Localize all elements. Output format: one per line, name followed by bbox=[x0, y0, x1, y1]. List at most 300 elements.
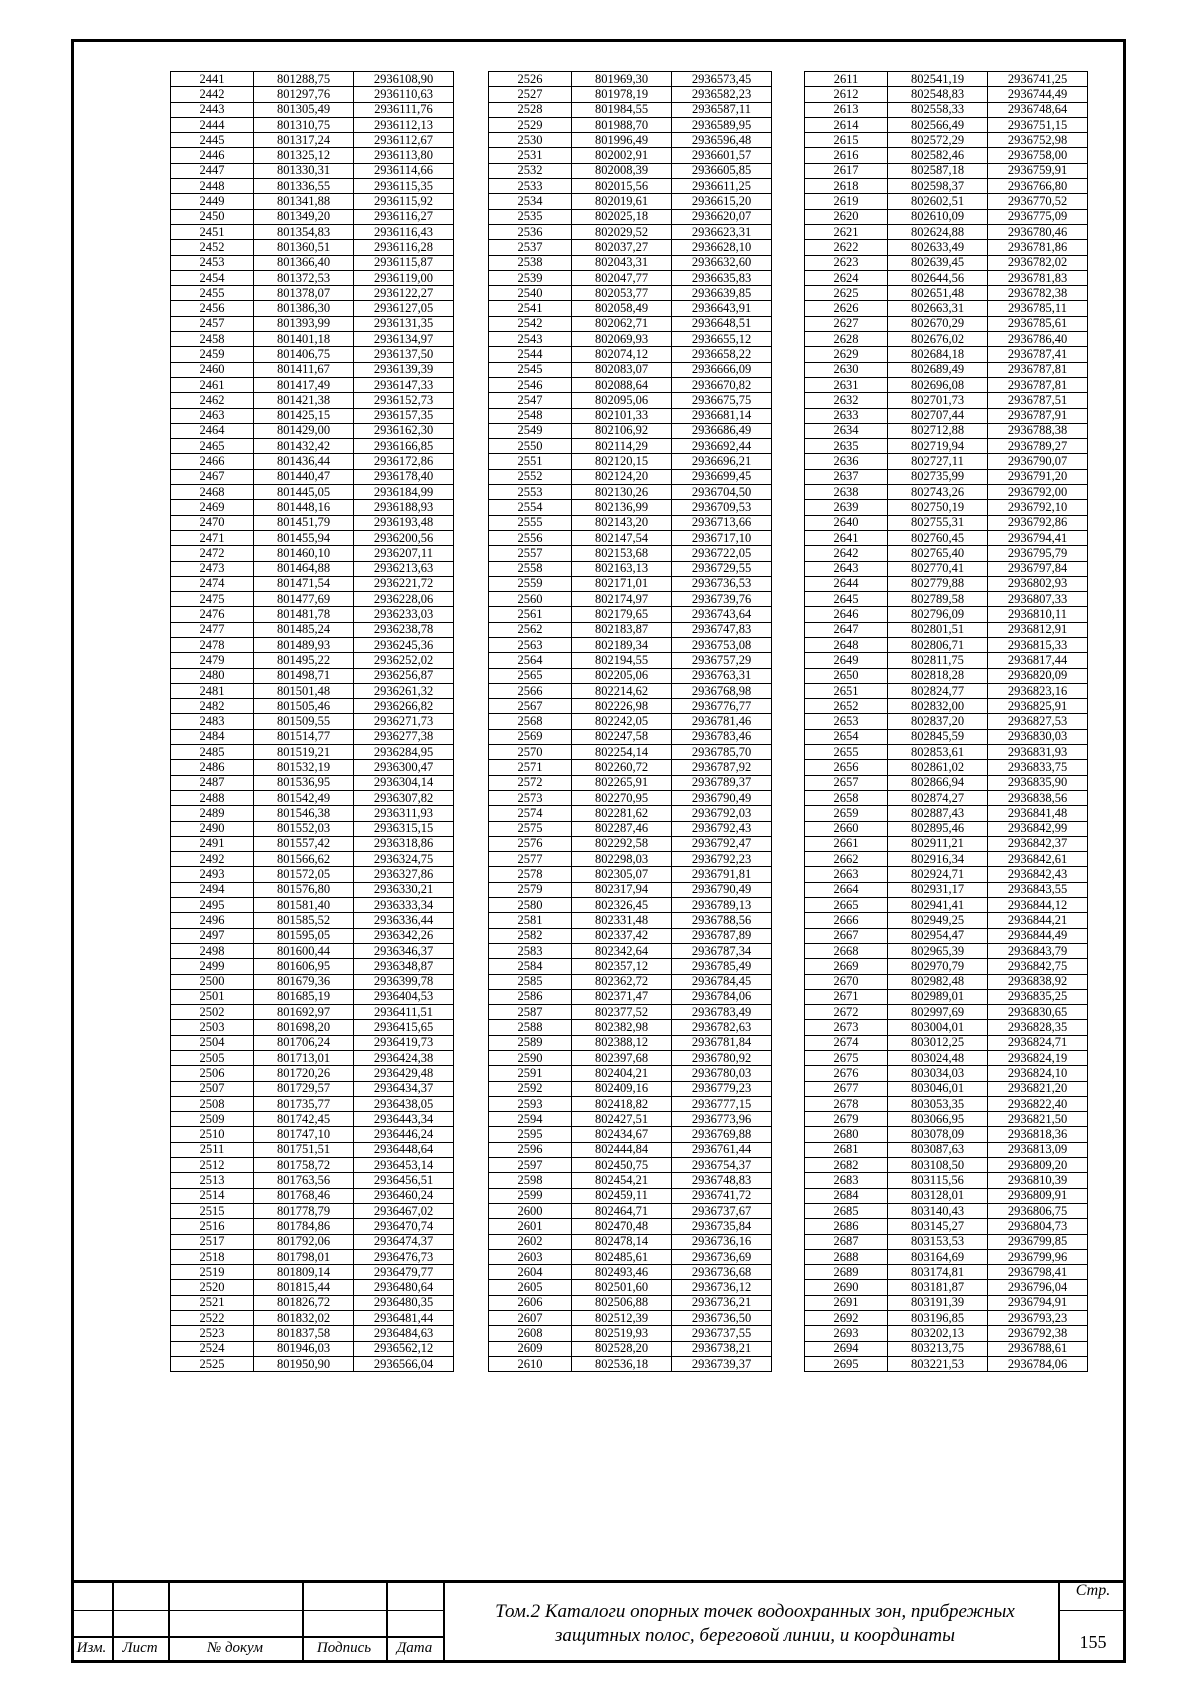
y-coordinate: 2936643,91 bbox=[672, 301, 772, 316]
point-number: 2669 bbox=[805, 959, 888, 974]
point-number: 2547 bbox=[489, 393, 572, 408]
x-coordinate: 802853,61 bbox=[888, 745, 988, 760]
point-number: 2641 bbox=[805, 530, 888, 545]
table-row bbox=[805, 255, 1088, 270]
point-number: 2595 bbox=[489, 1127, 572, 1142]
y-coordinate: 2936252,02 bbox=[354, 653, 454, 668]
point-number: 2592 bbox=[489, 1081, 572, 1096]
y-coordinate: 2936221,72 bbox=[354, 576, 454, 591]
point-number: 2638 bbox=[805, 485, 888, 500]
x-coordinate: 802965,39 bbox=[888, 943, 988, 958]
x-coordinate: 802566,49 bbox=[888, 117, 988, 132]
point-number: 2654 bbox=[805, 729, 888, 744]
y-coordinate: 2936820,09 bbox=[988, 668, 1088, 683]
table-row bbox=[805, 87, 1088, 102]
table-row bbox=[171, 959, 454, 974]
document-title: Том.2 Каталоги опорных точек водоохранных зон, прибрежных защитных полос, береговой линии, и координаты bbox=[495, 1601, 1015, 1646]
x-coordinate: 801768,46 bbox=[254, 1188, 354, 1203]
x-coordinate: 801477,69 bbox=[254, 592, 354, 607]
x-coordinate: 802895,46 bbox=[888, 821, 988, 836]
x-coordinate: 801595,05 bbox=[254, 928, 354, 943]
x-coordinate: 801432,42 bbox=[254, 439, 354, 454]
table-row bbox=[171, 1326, 454, 1341]
x-coordinate: 801436,44 bbox=[254, 454, 354, 469]
table-row bbox=[171, 775, 454, 790]
y-coordinate: 2936842,37 bbox=[988, 836, 1088, 851]
table-row bbox=[171, 270, 454, 285]
x-coordinate: 802796,09 bbox=[888, 607, 988, 622]
x-coordinate: 801509,55 bbox=[254, 714, 354, 729]
table-row bbox=[171, 1173, 454, 1188]
table-row bbox=[171, 1265, 454, 1280]
point-number: 2548 bbox=[489, 408, 572, 423]
point-number: 2675 bbox=[805, 1051, 888, 1066]
y-coordinate: 2936736,69 bbox=[672, 1249, 772, 1264]
point-number: 2492 bbox=[171, 852, 254, 867]
y-coordinate: 2936827,53 bbox=[988, 714, 1088, 729]
table-row bbox=[805, 745, 1088, 760]
table-row bbox=[489, 117, 772, 132]
point-number: 2533 bbox=[489, 179, 572, 194]
table-row bbox=[489, 454, 772, 469]
x-coordinate: 802755,31 bbox=[888, 515, 988, 530]
y-coordinate: 2936783,46 bbox=[672, 729, 772, 744]
table-row bbox=[489, 515, 772, 530]
point-number: 2501 bbox=[171, 989, 254, 1004]
x-coordinate: 802130,26 bbox=[572, 485, 672, 500]
table-row bbox=[489, 530, 772, 545]
table-row bbox=[489, 102, 772, 117]
y-coordinate: 2936779,23 bbox=[672, 1081, 772, 1096]
point-number: 2590 bbox=[489, 1051, 572, 1066]
table-row bbox=[805, 882, 1088, 897]
x-coordinate: 801501,48 bbox=[254, 683, 354, 698]
y-coordinate: 2936769,88 bbox=[672, 1127, 772, 1142]
point-number: 2500 bbox=[171, 974, 254, 989]
y-coordinate: 2936828,35 bbox=[988, 1020, 1088, 1035]
y-coordinate: 2936787,91 bbox=[988, 408, 1088, 423]
table-row bbox=[171, 1142, 454, 1157]
x-coordinate: 802074,12 bbox=[572, 347, 672, 362]
table-row bbox=[171, 286, 454, 301]
y-coordinate: 2936787,92 bbox=[672, 760, 772, 775]
y-coordinate: 2936172,86 bbox=[354, 454, 454, 469]
y-coordinate: 2936794,91 bbox=[988, 1295, 1088, 1310]
point-number: 2527 bbox=[489, 87, 572, 102]
x-coordinate: 801798,01 bbox=[254, 1249, 354, 1264]
x-coordinate: 801557,42 bbox=[254, 836, 354, 851]
x-coordinate: 802120,15 bbox=[572, 454, 672, 469]
point-number: 2558 bbox=[489, 561, 572, 576]
y-coordinate: 2936807,33 bbox=[988, 592, 1088, 607]
table-row bbox=[489, 209, 772, 224]
y-coordinate: 2936844,49 bbox=[988, 928, 1088, 943]
table-row bbox=[805, 1265, 1088, 1280]
point-number: 2598 bbox=[489, 1173, 572, 1188]
x-coordinate: 801349,20 bbox=[254, 209, 354, 224]
point-number: 2555 bbox=[489, 515, 572, 530]
table-row bbox=[489, 1356, 772, 1371]
y-coordinate: 2936790,49 bbox=[672, 882, 772, 897]
table-row bbox=[489, 1311, 772, 1326]
y-coordinate: 2936813,09 bbox=[988, 1142, 1088, 1157]
y-coordinate: 2936415,65 bbox=[354, 1020, 454, 1035]
x-coordinate: 801984,55 bbox=[572, 102, 672, 117]
point-number: 2660 bbox=[805, 821, 888, 836]
x-coordinate: 801425,15 bbox=[254, 408, 354, 423]
table-row bbox=[489, 332, 772, 347]
x-coordinate: 802989,01 bbox=[888, 989, 988, 1004]
y-coordinate: 2936838,56 bbox=[988, 790, 1088, 805]
y-coordinate: 2936443,34 bbox=[354, 1112, 454, 1127]
x-coordinate: 802651,48 bbox=[888, 286, 988, 301]
x-coordinate: 802298,03 bbox=[572, 852, 672, 867]
x-coordinate: 802760,45 bbox=[888, 530, 988, 545]
table-row bbox=[805, 775, 1088, 790]
y-coordinate: 2936238,78 bbox=[354, 622, 454, 637]
table-row bbox=[489, 485, 772, 500]
table-row bbox=[489, 408, 772, 423]
table-row bbox=[489, 301, 772, 316]
y-coordinate: 2936792,03 bbox=[672, 806, 772, 821]
table-row bbox=[805, 209, 1088, 224]
x-coordinate: 801445,05 bbox=[254, 485, 354, 500]
point-number: 2546 bbox=[489, 377, 572, 392]
x-coordinate: 802719,94 bbox=[888, 439, 988, 454]
y-coordinate: 2936453,14 bbox=[354, 1158, 454, 1173]
x-coordinate: 802837,20 bbox=[888, 714, 988, 729]
table-row bbox=[489, 561, 772, 576]
table-row bbox=[805, 286, 1088, 301]
x-coordinate: 802265,91 bbox=[572, 775, 672, 790]
table-row bbox=[489, 1326, 772, 1341]
x-coordinate: 801720,26 bbox=[254, 1066, 354, 1081]
point-number: 2650 bbox=[805, 668, 888, 683]
point-number: 2535 bbox=[489, 209, 572, 224]
table-row bbox=[805, 729, 1088, 744]
point-number: 2488 bbox=[171, 790, 254, 805]
x-coordinate: 802362,72 bbox=[572, 974, 672, 989]
table-row bbox=[489, 1341, 772, 1356]
point-number: 2679 bbox=[805, 1112, 888, 1127]
table-row bbox=[171, 1311, 454, 1326]
x-coordinate: 803174,81 bbox=[888, 1265, 988, 1280]
table-row bbox=[171, 607, 454, 622]
point-number: 2502 bbox=[171, 1005, 254, 1020]
x-coordinate: 802676,02 bbox=[888, 332, 988, 347]
y-coordinate: 2936277,38 bbox=[354, 729, 454, 744]
y-coordinate: 2936446,24 bbox=[354, 1127, 454, 1142]
x-coordinate: 802911,21 bbox=[888, 836, 988, 851]
table-row bbox=[171, 989, 454, 1004]
x-coordinate: 803128,01 bbox=[888, 1188, 988, 1203]
y-coordinate: 2936692,44 bbox=[672, 439, 772, 454]
x-coordinate: 802866,94 bbox=[888, 775, 988, 790]
table-row bbox=[489, 821, 772, 836]
x-coordinate: 801360,51 bbox=[254, 240, 354, 255]
x-coordinate: 802811,75 bbox=[888, 653, 988, 668]
x-coordinate: 802832,00 bbox=[888, 699, 988, 714]
y-coordinate: 2936798,41 bbox=[988, 1265, 1088, 1280]
y-coordinate: 2936601,57 bbox=[672, 148, 772, 163]
y-coordinate: 2936131,35 bbox=[354, 316, 454, 331]
table-row bbox=[805, 668, 1088, 683]
point-number: 2683 bbox=[805, 1173, 888, 1188]
point-number: 2632 bbox=[805, 393, 888, 408]
x-coordinate: 802015,56 bbox=[572, 179, 672, 194]
point-number: 2667 bbox=[805, 928, 888, 943]
point-number: 2449 bbox=[171, 194, 254, 209]
x-coordinate: 802464,71 bbox=[572, 1203, 672, 1218]
x-coordinate: 801336,55 bbox=[254, 179, 354, 194]
point-number: 2668 bbox=[805, 943, 888, 958]
point-number: 2478 bbox=[171, 637, 254, 652]
x-coordinate: 802633,49 bbox=[888, 240, 988, 255]
x-coordinate: 802101,33 bbox=[572, 408, 672, 423]
table-row bbox=[805, 224, 1088, 239]
point-number: 2612 bbox=[805, 87, 888, 102]
y-coordinate: 2936743,64 bbox=[672, 607, 772, 622]
y-coordinate: 2936822,40 bbox=[988, 1096, 1088, 1111]
y-coordinate: 2936704,50 bbox=[672, 485, 772, 500]
point-number: 2553 bbox=[489, 485, 572, 500]
table-row bbox=[805, 790, 1088, 805]
y-coordinate: 2936467,02 bbox=[354, 1203, 454, 1218]
table-row bbox=[171, 469, 454, 484]
point-number: 2602 bbox=[489, 1234, 572, 1249]
y-coordinate: 2936821,50 bbox=[988, 1112, 1088, 1127]
table-row bbox=[805, 179, 1088, 194]
x-coordinate: 801815,44 bbox=[254, 1280, 354, 1295]
x-coordinate: 802582,46 bbox=[888, 148, 988, 163]
table-row bbox=[489, 1051, 772, 1066]
point-number: 2470 bbox=[171, 515, 254, 530]
x-coordinate: 801448,16 bbox=[254, 500, 354, 515]
x-coordinate: 801417,49 bbox=[254, 377, 354, 392]
x-coordinate: 802226,98 bbox=[572, 699, 672, 714]
point-number: 2594 bbox=[489, 1112, 572, 1127]
point-number: 2577 bbox=[489, 852, 572, 867]
point-number: 2521 bbox=[171, 1295, 254, 1310]
point-number: 2498 bbox=[171, 943, 254, 958]
table-row bbox=[805, 102, 1088, 117]
x-coordinate: 802342,64 bbox=[572, 943, 672, 958]
y-coordinate: 2936763,31 bbox=[672, 668, 772, 683]
point-number: 2672 bbox=[805, 1005, 888, 1020]
point-number: 2508 bbox=[171, 1096, 254, 1111]
x-coordinate: 802382,98 bbox=[572, 1020, 672, 1035]
point-number: 2551 bbox=[489, 454, 572, 469]
table-row bbox=[171, 546, 454, 561]
y-coordinate: 2936758,00 bbox=[988, 148, 1088, 163]
y-coordinate: 2936484,63 bbox=[354, 1326, 454, 1341]
y-coordinate: 2936573,45 bbox=[672, 72, 772, 87]
y-coordinate: 2936781,86 bbox=[988, 240, 1088, 255]
y-coordinate: 2936266,82 bbox=[354, 699, 454, 714]
x-coordinate: 802450,75 bbox=[572, 1158, 672, 1173]
table-row bbox=[489, 546, 772, 561]
x-coordinate: 801552,03 bbox=[254, 821, 354, 836]
point-number: 2505 bbox=[171, 1051, 254, 1066]
point-number: 2571 bbox=[489, 760, 572, 775]
y-coordinate: 2936802,93 bbox=[988, 576, 1088, 591]
x-coordinate: 801341,88 bbox=[254, 194, 354, 209]
table-row bbox=[805, 1051, 1088, 1066]
point-number: 2671 bbox=[805, 989, 888, 1004]
table-row bbox=[805, 1112, 1088, 1127]
y-coordinate: 2936788,56 bbox=[672, 913, 772, 928]
point-number: 2651 bbox=[805, 683, 888, 698]
y-coordinate: 2936824,19 bbox=[988, 1051, 1088, 1066]
table-row bbox=[805, 347, 1088, 362]
point-number: 2530 bbox=[489, 133, 572, 148]
y-coordinate: 2936806,75 bbox=[988, 1203, 1088, 1218]
table-row bbox=[805, 760, 1088, 775]
x-coordinate: 802037,27 bbox=[572, 240, 672, 255]
point-number: 2578 bbox=[489, 867, 572, 882]
x-coordinate: 802861,02 bbox=[888, 760, 988, 775]
y-coordinate: 2936596,48 bbox=[672, 133, 772, 148]
x-coordinate: 802954,47 bbox=[888, 928, 988, 943]
x-coordinate: 802270,95 bbox=[572, 790, 672, 805]
y-coordinate: 2936399,78 bbox=[354, 974, 454, 989]
y-coordinate: 2936809,91 bbox=[988, 1188, 1088, 1203]
point-number: 2536 bbox=[489, 224, 572, 239]
y-coordinate: 2936785,49 bbox=[672, 959, 772, 974]
point-number: 2643 bbox=[805, 561, 888, 576]
point-number: 2611 bbox=[805, 72, 888, 87]
y-coordinate: 2936112,13 bbox=[354, 117, 454, 132]
point-number: 2655 bbox=[805, 745, 888, 760]
table-row bbox=[805, 454, 1088, 469]
x-coordinate: 802247,58 bbox=[572, 729, 672, 744]
y-coordinate: 2936481,44 bbox=[354, 1311, 454, 1326]
table-row bbox=[171, 439, 454, 454]
x-coordinate: 801536,95 bbox=[254, 775, 354, 790]
x-coordinate: 801585,52 bbox=[254, 913, 354, 928]
x-coordinate: 802404,21 bbox=[572, 1066, 672, 1081]
table-row bbox=[489, 989, 772, 1004]
point-number: 2573 bbox=[489, 790, 572, 805]
x-coordinate: 801317,24 bbox=[254, 133, 354, 148]
x-coordinate: 802610,09 bbox=[888, 209, 988, 224]
x-coordinate: 802789,58 bbox=[888, 592, 988, 607]
x-coordinate: 801325,12 bbox=[254, 148, 354, 163]
point-number: 2528 bbox=[489, 102, 572, 117]
point-number: 2525 bbox=[171, 1356, 254, 1371]
y-coordinate: 2936799,85 bbox=[988, 1234, 1088, 1249]
x-coordinate: 802153,68 bbox=[572, 546, 672, 561]
point-number: 2495 bbox=[171, 898, 254, 913]
y-coordinate: 2936456,51 bbox=[354, 1173, 454, 1188]
point-number: 2477 bbox=[171, 622, 254, 637]
x-coordinate: 802670,29 bbox=[888, 316, 988, 331]
point-number: 2506 bbox=[171, 1066, 254, 1081]
page-cell-line bbox=[1058, 1610, 1126, 1611]
table-row bbox=[171, 714, 454, 729]
y-coordinate: 2936112,67 bbox=[354, 133, 454, 148]
point-number: 2473 bbox=[171, 561, 254, 576]
y-coordinate: 2936113,80 bbox=[354, 148, 454, 163]
x-coordinate: 801679,36 bbox=[254, 974, 354, 989]
point-number: 2474 bbox=[171, 576, 254, 591]
x-coordinate: 802519,93 bbox=[572, 1326, 672, 1341]
y-coordinate: 2936157,35 bbox=[354, 408, 454, 423]
point-number: 2591 bbox=[489, 1066, 572, 1081]
y-coordinate: 2936788,38 bbox=[988, 423, 1088, 438]
y-coordinate: 2936787,89 bbox=[672, 928, 772, 943]
point-number: 2676 bbox=[805, 1066, 888, 1081]
point-number: 2543 bbox=[489, 332, 572, 347]
y-coordinate: 2936788,61 bbox=[988, 1341, 1088, 1356]
table-row bbox=[171, 133, 454, 148]
table-row bbox=[489, 592, 772, 607]
y-coordinate: 2936623,31 bbox=[672, 224, 772, 239]
table-row bbox=[171, 316, 454, 331]
x-coordinate: 802292,58 bbox=[572, 836, 672, 851]
x-coordinate: 802949,25 bbox=[888, 913, 988, 928]
table-row bbox=[805, 898, 1088, 913]
point-number: 2664 bbox=[805, 882, 888, 897]
y-coordinate: 2936787,81 bbox=[988, 362, 1088, 377]
y-coordinate: 2936789,27 bbox=[988, 439, 1088, 454]
y-coordinate: 2936735,84 bbox=[672, 1219, 772, 1234]
table-row bbox=[171, 347, 454, 362]
table-row bbox=[805, 270, 1088, 285]
y-coordinate: 2936791,20 bbox=[988, 469, 1088, 484]
point-number: 2616 bbox=[805, 148, 888, 163]
table-row bbox=[805, 1127, 1088, 1142]
y-coordinate: 2936781,84 bbox=[672, 1035, 772, 1050]
y-coordinate: 2936639,85 bbox=[672, 286, 772, 301]
point-number: 2450 bbox=[171, 209, 254, 224]
x-coordinate: 801421,38 bbox=[254, 393, 354, 408]
point-number: 2550 bbox=[489, 439, 572, 454]
x-coordinate: 801297,76 bbox=[254, 87, 354, 102]
point-number: 2666 bbox=[805, 913, 888, 928]
y-coordinate: 2936589,95 bbox=[672, 117, 772, 132]
point-number: 2622 bbox=[805, 240, 888, 255]
y-coordinate: 2936479,77 bbox=[354, 1265, 454, 1280]
point-number: 2529 bbox=[489, 117, 572, 132]
point-number: 2526 bbox=[489, 72, 572, 87]
x-coordinate: 801747,10 bbox=[254, 1127, 354, 1142]
table-row bbox=[805, 316, 1088, 331]
x-coordinate: 801481,78 bbox=[254, 607, 354, 622]
point-number: 2581 bbox=[489, 913, 572, 928]
x-coordinate: 801988,70 bbox=[572, 117, 672, 132]
x-coordinate: 802506,88 bbox=[572, 1295, 672, 1310]
x-coordinate: 803153,53 bbox=[888, 1234, 988, 1249]
table-row bbox=[171, 699, 454, 714]
point-number: 2662 bbox=[805, 852, 888, 867]
point-number: 2539 bbox=[489, 270, 572, 285]
x-coordinate: 803164,69 bbox=[888, 1249, 988, 1264]
x-coordinate: 801505,46 bbox=[254, 699, 354, 714]
point-number: 2447 bbox=[171, 163, 254, 178]
y-coordinate: 2936795,79 bbox=[988, 546, 1088, 561]
y-coordinate: 2936336,44 bbox=[354, 913, 454, 928]
x-coordinate: 801330,31 bbox=[254, 163, 354, 178]
x-coordinate: 802043,31 bbox=[572, 255, 672, 270]
y-coordinate: 2936127,05 bbox=[354, 301, 454, 316]
y-coordinate: 2936670,82 bbox=[672, 377, 772, 392]
x-coordinate: 802541,19 bbox=[888, 72, 988, 87]
point-number: 2624 bbox=[805, 270, 888, 285]
y-coordinate: 2936566,04 bbox=[354, 1356, 454, 1371]
x-coordinate: 801742,45 bbox=[254, 1112, 354, 1127]
table-row bbox=[805, 989, 1088, 1004]
